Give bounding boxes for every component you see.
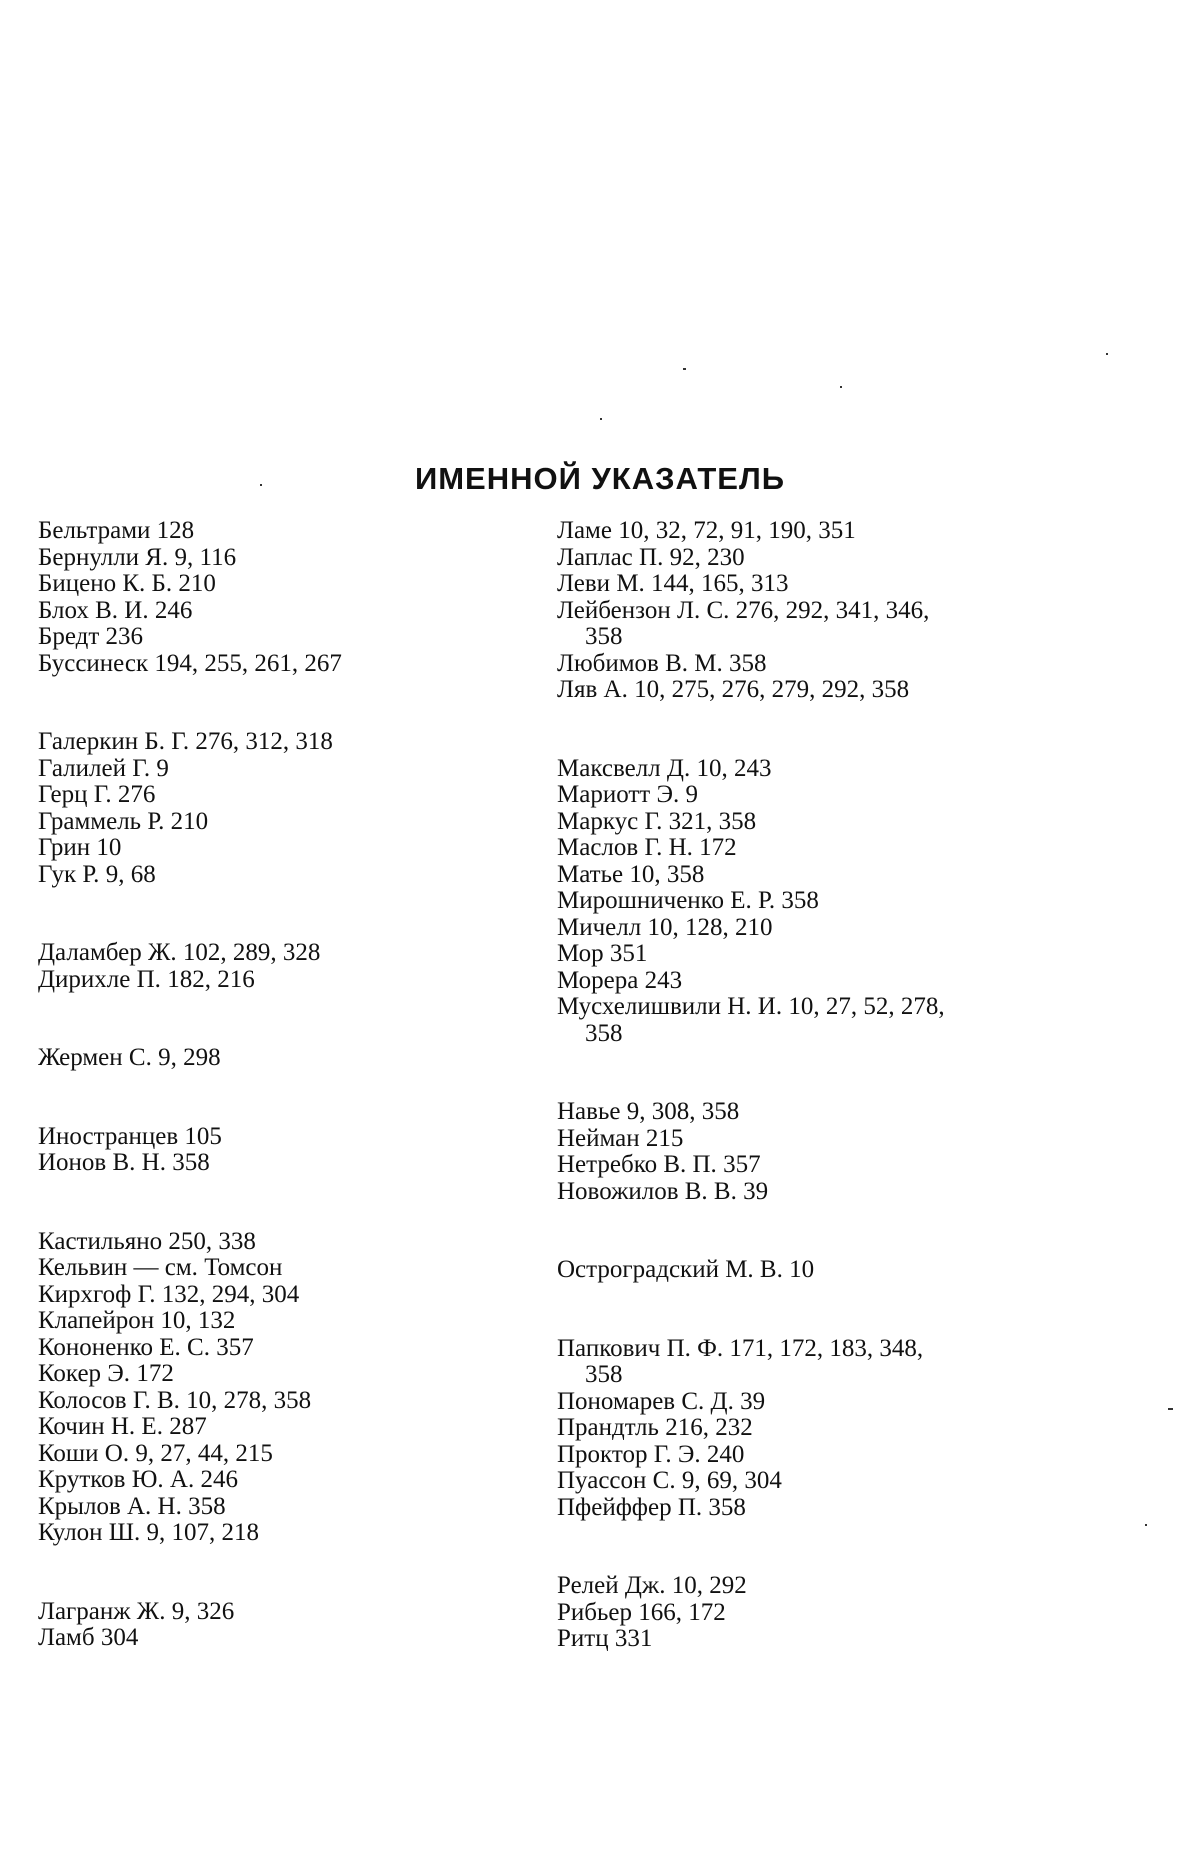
entry-pages: 276, 312, 318 bbox=[195, 728, 333, 755]
entry-name: Навье bbox=[557, 1098, 621, 1125]
entry-name: Пфейффер П. bbox=[557, 1493, 703, 1521]
index-entry bbox=[38, 1124, 598, 1151]
entry-name: Леви М. bbox=[557, 570, 645, 597]
entry-name: Дирихле П. bbox=[38, 965, 161, 993]
index-entry bbox=[557, 598, 1057, 651]
entry-pages: 351 bbox=[609, 940, 648, 967]
entry-name: Ламб bbox=[38, 1624, 95, 1651]
index-entry bbox=[38, 624, 598, 651]
entry-pages: 102, 289, 328 bbox=[182, 939, 321, 966]
entry-pages: 194, 255, 261, 267 bbox=[154, 649, 342, 677]
index-entry bbox=[38, 1150, 598, 1177]
entry-name: Бицено К. Б. bbox=[38, 570, 173, 597]
entry-pages: 246 bbox=[154, 596, 193, 624]
entry-name: Кокер Э. bbox=[38, 1360, 131, 1387]
entry-name: Крылов А. Н. bbox=[38, 1492, 182, 1520]
entry-pages: 10, 358 bbox=[629, 860, 705, 888]
index-entry bbox=[557, 941, 1057, 968]
entry-pages: 39 bbox=[743, 1177, 769, 1205]
index-entry bbox=[557, 1468, 1057, 1495]
entry-pages: 9, 69, 304 bbox=[681, 1467, 782, 1494]
entry-name: Даламбер Ж. bbox=[38, 939, 177, 966]
entry-name: Маслов Г. Н. bbox=[557, 834, 693, 861]
index-entry bbox=[38, 1467, 598, 1494]
entry-pages: 216, 232 bbox=[665, 1414, 753, 1441]
index-letter-group bbox=[557, 1099, 1057, 1205]
entry-name: Жермен С. bbox=[38, 1044, 152, 1071]
scan-speck bbox=[260, 484, 262, 486]
entry-name: Лаплас П. bbox=[557, 543, 664, 571]
entry-pages: 10, 292 bbox=[671, 1572, 747, 1599]
entry-pages: 9 bbox=[156, 754, 169, 782]
entry-pages: 357 bbox=[216, 1333, 254, 1361]
index-entry bbox=[38, 1045, 598, 1072]
entry-name: Прандтль bbox=[557, 1414, 659, 1441]
index-letter-group bbox=[38, 518, 598, 677]
index-entry bbox=[38, 571, 598, 598]
entry-pages: 9, 308, 358 bbox=[626, 1098, 740, 1125]
entry-pages: 357 bbox=[723, 1151, 761, 1178]
index-entry bbox=[557, 1600, 1057, 1627]
entry-name: Мирошниченко Е. Р. bbox=[557, 887, 776, 914]
index-entry bbox=[557, 835, 1057, 862]
scan-speck bbox=[1168, 1408, 1173, 1410]
index-entry bbox=[557, 915, 1057, 942]
index-entry bbox=[38, 1335, 598, 1362]
entry-pages: 10, 27, 52, 278, bbox=[788, 993, 945, 1020]
entry-name: Пуассон С. bbox=[557, 1467, 676, 1494]
entry-pages: 210 bbox=[178, 570, 216, 597]
index-column-left bbox=[38, 518, 598, 1652]
entry-name: Галеркин Б. Г. bbox=[38, 728, 190, 755]
index-entry bbox=[557, 651, 1057, 678]
entry-pages-continued: 358 bbox=[585, 1019, 623, 1047]
index-letter-group bbox=[557, 1257, 1057, 1284]
entry-pages-continued: 358 bbox=[585, 1361, 623, 1388]
index-entry bbox=[38, 756, 598, 783]
index-column-right bbox=[557, 518, 1057, 1653]
entry-name: Мор bbox=[557, 940, 604, 967]
entry-pages: 304 bbox=[100, 1624, 139, 1651]
index-entry bbox=[557, 1336, 1057, 1389]
index-entry bbox=[38, 862, 598, 889]
index-entry bbox=[557, 518, 1057, 545]
scan-speck bbox=[1145, 1524, 1147, 1526]
index-letter-group bbox=[38, 729, 598, 888]
entry-pages: 9, 298 bbox=[158, 1044, 221, 1071]
index-letter-group bbox=[557, 1336, 1057, 1522]
entry-name: Маркус Г. bbox=[557, 807, 663, 835]
index-entry bbox=[38, 1255, 598, 1282]
index-entry bbox=[38, 1229, 598, 1256]
entry-pages: 172 bbox=[699, 834, 737, 861]
entry-name: Колосов Г. В. bbox=[38, 1386, 180, 1414]
index-entry bbox=[557, 1126, 1057, 1153]
index-entry bbox=[557, 1573, 1057, 1600]
index-entry bbox=[38, 545, 598, 572]
index-entry bbox=[557, 888, 1057, 915]
entry-name: Кулон Ш. bbox=[38, 1519, 141, 1546]
entry-pages: 236 bbox=[105, 623, 144, 650]
entry-name: Проктор Г. Э. bbox=[557, 1440, 701, 1468]
index-entry bbox=[557, 1389, 1057, 1416]
index-entry bbox=[38, 1441, 598, 1468]
entry-pages: Томсон bbox=[204, 1254, 283, 1281]
entry-name: Граммель Р. bbox=[38, 807, 165, 835]
entry-pages: 358 bbox=[708, 1493, 746, 1521]
index-entry bbox=[557, 809, 1057, 836]
entry-pages: 358 bbox=[188, 1492, 226, 1520]
entry-pages: 321, 358 bbox=[668, 807, 757, 835]
entry-pages: 10, 128, 210 bbox=[647, 913, 773, 941]
entry-name: Мариотт Э. bbox=[557, 781, 680, 808]
index-entry bbox=[38, 1282, 598, 1309]
index-entry bbox=[557, 968, 1057, 995]
scan-speck bbox=[1106, 353, 1108, 355]
entry-pages: 132, 294, 304 bbox=[161, 1280, 300, 1308]
entry-pages: 10 bbox=[789, 1256, 815, 1283]
entry-pages: 358 bbox=[729, 649, 767, 677]
index-entry bbox=[38, 940, 598, 967]
index-entry bbox=[557, 1257, 1057, 1284]
entry-name: Остроградский М. В. bbox=[557, 1256, 783, 1283]
entry-name: Любимов В. М. bbox=[557, 649, 723, 677]
index-entry bbox=[38, 518, 598, 545]
index-letter-group bbox=[38, 1599, 598, 1652]
entry-pages: 172 bbox=[136, 1360, 174, 1387]
entry-pages: 358 bbox=[172, 1149, 210, 1176]
page-title: ИМЕННОЙ УКАЗАТЕЛЬ bbox=[414, 460, 786, 496]
entry-pages-continued: 358 bbox=[585, 623, 623, 650]
entry-name: Ритц bbox=[557, 1625, 609, 1652]
entry-pages: 240 bbox=[706, 1440, 745, 1468]
index-entry bbox=[557, 1179, 1057, 1206]
index-entry bbox=[38, 1494, 598, 1521]
index-entry bbox=[557, 571, 1057, 598]
entry-name: Нейман bbox=[557, 1124, 640, 1152]
index-entry bbox=[38, 729, 598, 756]
entry-pages: 105 bbox=[184, 1122, 222, 1150]
entry-pages: 276, 292, 341, 346, bbox=[735, 596, 930, 624]
entry-name: Кельвин — см. bbox=[38, 1254, 198, 1281]
index-letter-group bbox=[557, 518, 1057, 704]
entry-pages: 215 bbox=[645, 1124, 684, 1152]
entry-name: Клапейрон bbox=[38, 1307, 155, 1334]
entry-name: Рибьер bbox=[557, 1598, 632, 1626]
entry-pages: 10, 243 bbox=[696, 754, 772, 782]
index-entry bbox=[38, 1308, 598, 1335]
entry-pages: 9, 326 bbox=[171, 1597, 235, 1625]
index-letter-group bbox=[557, 1573, 1057, 1653]
entry-pages: 92, 230 bbox=[669, 543, 745, 571]
entry-name: Нетребко В. П. bbox=[557, 1151, 717, 1178]
scan-speck bbox=[600, 418, 602, 420]
entry-name: Кастильяно bbox=[38, 1227, 163, 1255]
entry-name: Бернулли Я. bbox=[38, 543, 169, 571]
index-entry bbox=[38, 651, 598, 678]
index-entry bbox=[557, 1626, 1057, 1653]
entry-pages: 10 bbox=[96, 834, 122, 861]
entry-name: Кочин Н. Е. bbox=[38, 1413, 163, 1440]
index-entry bbox=[557, 1442, 1057, 1469]
entry-name: Морера bbox=[557, 966, 639, 994]
entry-name: Мичелл bbox=[557, 913, 642, 941]
entry-name: Кононенко Е. С. bbox=[38, 1333, 210, 1361]
entry-name: Крутков Ю. А. bbox=[38, 1466, 195, 1493]
entry-name: Релей Дж. bbox=[557, 1572, 666, 1599]
index-entry bbox=[38, 835, 598, 862]
index-entry bbox=[38, 1361, 598, 1388]
entry-pages: 182, 216 bbox=[167, 965, 255, 993]
scan-speck bbox=[840, 386, 842, 388]
index-entry bbox=[38, 809, 598, 836]
entry-name: Бельтрами bbox=[38, 517, 151, 544]
entry-pages: 331 bbox=[614, 1625, 653, 1652]
entry-pages: 250, 338 bbox=[168, 1227, 256, 1255]
entry-name: Пономарев С. Д. bbox=[557, 1387, 734, 1415]
index-entry bbox=[38, 1599, 598, 1626]
entry-name: Ионов В. Н. bbox=[38, 1149, 166, 1176]
entry-pages: 243 bbox=[644, 966, 683, 994]
entry-name: Ляв А. bbox=[557, 676, 628, 703]
index-entry bbox=[557, 994, 1057, 1047]
entry-pages: 128 bbox=[156, 517, 195, 544]
entry-pages: 144, 165, 313 bbox=[651, 570, 789, 597]
entry-name: Мусхелишвили Н. И. bbox=[557, 993, 783, 1020]
index-entry bbox=[38, 1414, 598, 1441]
entry-name: Кирхгоф Г. bbox=[38, 1280, 156, 1308]
entry-name: Иностранцев bbox=[38, 1122, 179, 1150]
entry-name: Ламе bbox=[557, 517, 612, 544]
entry-pages: 276 bbox=[117, 781, 156, 808]
index-entry bbox=[557, 782, 1057, 809]
entry-pages: 9, 27, 44, 215 bbox=[135, 1439, 273, 1467]
index-entry bbox=[557, 545, 1057, 572]
index-entry bbox=[557, 1415, 1057, 1442]
entry-pages: 166, 172 bbox=[638, 1598, 726, 1626]
entry-pages: 9, 116 bbox=[174, 543, 237, 571]
entry-name: Матье bbox=[557, 860, 624, 888]
index-entry bbox=[557, 1152, 1057, 1179]
entry-pages: 10, 32, 72, 91, 190, 351 bbox=[618, 517, 856, 544]
entry-pages: 358 bbox=[781, 887, 819, 914]
index-letter-group bbox=[38, 940, 598, 993]
entry-pages: 10, 275, 276, 279, 292, 358 bbox=[634, 676, 910, 703]
index-letter-group bbox=[38, 1229, 598, 1547]
entry-pages: 171, 172, 183, 348, bbox=[729, 1334, 924, 1362]
index-entry bbox=[38, 1625, 598, 1652]
entry-pages: 9, 68 bbox=[105, 860, 156, 888]
entry-name: Коши О. bbox=[38, 1439, 130, 1467]
index-entry bbox=[557, 1495, 1057, 1522]
index-letter-group bbox=[38, 1045, 598, 1072]
entry-pages: 287 bbox=[169, 1413, 207, 1440]
entry-name: Новожилов В. В. bbox=[557, 1177, 737, 1205]
entry-name: Буссинеск bbox=[38, 649, 149, 677]
entry-name: Грин bbox=[38, 834, 91, 861]
index-entry bbox=[557, 677, 1057, 704]
index-letter-group bbox=[38, 1124, 598, 1177]
entry-pages: 246 bbox=[200, 1466, 238, 1493]
index-entry bbox=[557, 862, 1057, 889]
entry-pages: 10, 132 bbox=[160, 1307, 236, 1334]
index-entry bbox=[38, 598, 598, 625]
entry-pages: 39 bbox=[740, 1387, 766, 1415]
entry-pages: 9 bbox=[685, 781, 698, 808]
entry-name: Максвелл Д. bbox=[557, 754, 691, 782]
index-entry bbox=[557, 1099, 1057, 1126]
entry-name: Гук Р. bbox=[38, 860, 100, 888]
index-entry bbox=[38, 1388, 598, 1415]
scan-speck bbox=[683, 368, 686, 370]
entry-name: Лагранж Ж. bbox=[38, 1597, 166, 1625]
entry-pages: 210 bbox=[170, 807, 209, 835]
entry-name: Бредт bbox=[38, 623, 100, 650]
entry-name: Герц Г. bbox=[38, 781, 112, 808]
index-letter-group bbox=[557, 756, 1057, 1048]
index-entry bbox=[557, 756, 1057, 783]
index-entry bbox=[38, 1520, 598, 1547]
entry-pages: 9, 107, 218 bbox=[146, 1519, 260, 1546]
entry-name: Лейбензон Л. С. bbox=[557, 596, 730, 624]
entry-name: Галилей Г. bbox=[38, 754, 151, 782]
entry-pages: 10, 278, 358 bbox=[186, 1386, 312, 1414]
entry-name: Папкович П. Ф. bbox=[557, 1334, 724, 1362]
index-entry bbox=[38, 967, 598, 994]
entry-name: Блох В. И. bbox=[38, 596, 149, 624]
index-entry bbox=[38, 782, 598, 809]
